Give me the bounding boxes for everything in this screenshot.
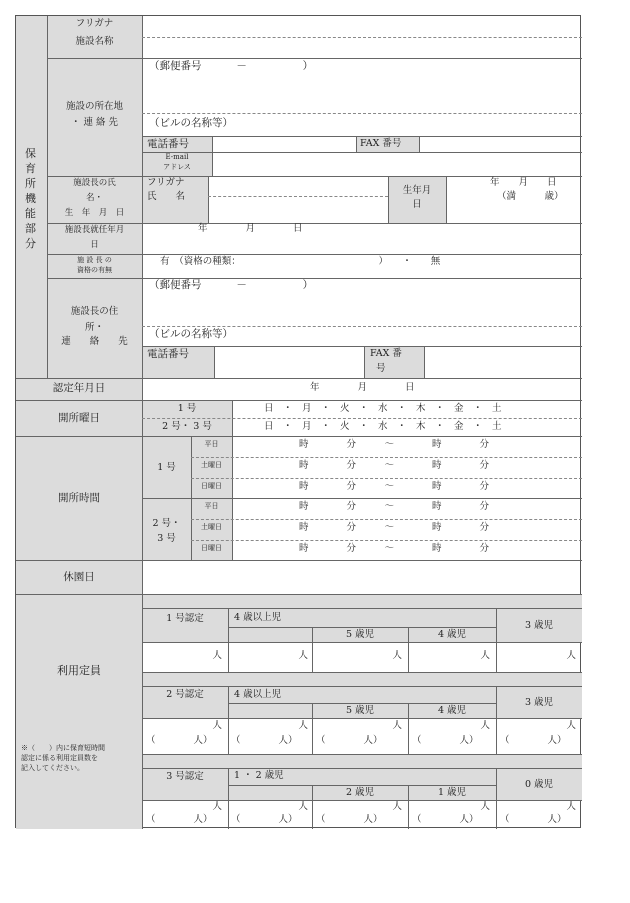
open-days-row-1: 日 ・ 月 ・ 火 ・ 水 ・ 木 ・ 金 ・ 土 [264,403,502,414]
open-hours-time: 時 分 ～ 時 分 [299,543,490,554]
cap1-sub1: 5 歳児 [345,629,375,640]
capacity-note-1: ※（ ）内に保育短時間 [21,744,105,752]
director-label-1: 施設長の氏 [73,178,116,188]
cap3-unit: 人 [298,801,308,812]
cap3-sub1: 2 歳児 [345,787,375,798]
director-postal: （郵便番号 － ） [149,279,314,291]
capacity-note-3: 記入してください。 [21,764,84,772]
cap2-right: 3 歳児 [524,697,554,708]
director-label-3: 生 年 月 日 [64,208,125,218]
open-hours-time: 時 分 ～ 時 分 [299,481,490,492]
cap2-unit: 人 [212,720,222,731]
director-fax-label-1: FAX 番 [370,348,402,359]
cap2-paren: （ 人） [146,735,213,746]
open-days-type-1: 1 号 [177,403,197,414]
holiday-field[interactable] [143,561,581,593]
director-fax-field[interactable] [425,347,581,377]
open-hours-time: 時 分 ～ 時 分 [299,522,490,533]
qualification-label-2: 資格の有無 [77,266,112,274]
cap3-sub2: 1 歳児 [437,787,467,798]
cap2-unit: 人 [480,720,490,731]
email-label-2: アドレス [163,163,191,171]
lower-label-column [16,378,142,798]
fax-label: FAX 番号 [360,138,402,149]
director-building: （ビルの名称等） [149,328,233,340]
appointment-date: 年 月 日 [198,223,303,234]
open-hours-daytype: 日曜日 [201,544,222,552]
cap2-group: 4 歳以上児 [234,689,282,700]
cap2-paren: （ 人） [231,735,298,746]
capacity-note-2: 認定に係る利用定員数を [21,754,98,762]
director-address-label-1: 施設長の住 [70,306,119,317]
certification-date-value: 年 月 日 [310,382,415,393]
facility-form [15,15,581,828]
birth-date: 年 月 日 [490,177,557,188]
phone-label: 電話番号 [147,138,189,150]
open-hours-daytype: 土曜日 [201,461,222,469]
open-hours-daytype: 平日 [204,440,219,448]
email-label-1: E-mail [165,153,189,161]
open-hours-group-1: 1 号 [157,462,176,473]
cap3-group: 1 ・ 2 歳児 [234,770,284,781]
appointment-label-2: 日 [90,240,99,250]
cap2-cert: 2 号認定 [166,689,204,700]
cap1-right: 3 歳児 [524,620,554,631]
open-hours-time: 時 分 ～ 時 分 [299,501,490,512]
cap2-paren: （ 人） [316,735,383,746]
cap1-cert: 1 号認定 [166,613,204,624]
cap2-sub2: 4 歳児 [437,705,467,716]
director-phone-label: 電話番号 [147,348,189,360]
director-phone-field[interactable] [215,347,363,377]
phone-field[interactable] [213,137,355,151]
cap3-unit: 人 [566,801,576,812]
building-name: （ビルの名称等） [149,117,233,129]
cap3-cert: 3 号認定 [166,771,204,782]
open-hours-time: 時 分 ～ 時 分 [299,460,490,471]
email-field[interactable] [213,153,581,175]
capacity-spacer-1 [142,594,582,608]
director-address-label-3: 連 絡 先 [61,336,128,347]
cap3-right: 0 歳児 [524,779,554,790]
cap3-unit: 人 [212,801,222,812]
qualification-label-1: 施 設 長 の [77,256,112,264]
cap3-paren: （ 人） [146,814,213,825]
cap3-paren: （ 人） [500,814,567,825]
facility-name-label: 施設名称 [75,36,114,47]
facility-name-furigana-label: フリガナ [75,18,114,29]
cap3-unit: 人 [392,801,402,812]
cap1-unit: 人 [212,650,222,661]
holiday-label: 休園日 [63,571,95,583]
director-name-label: 氏 名 [147,191,186,202]
open-hours-time: 時 分 ～ 時 分 [299,439,490,450]
birth-age: （満 歳） [497,191,564,202]
open-days-label: 開所曜日 [58,412,100,424]
cap2-unit: 人 [298,720,308,731]
open-hours-daytype: 土曜日 [201,523,222,531]
cap2-unit: 人 [566,720,576,731]
postal-code: （郵便番号 － ） [149,60,314,72]
birth-label-1: 生年月 [402,185,432,196]
cap2-paren: （ 人） [412,735,479,746]
capacity-label-tail [16,798,142,829]
director-address-label-2: 所・ [84,322,104,333]
appointment-label-1: 施設長就任年月 [64,225,125,235]
director-label-2: 名・ [85,193,103,203]
director-furigana: フリガナ [147,177,185,188]
open-hours-daytype: 日曜日 [201,482,222,490]
cap2-paren: （ 人） [500,735,567,746]
fax-field[interactable] [420,137,581,151]
open-days-row-2: 日 ・ 月 ・ 火 ・ 水 ・ 木 ・ 金 ・ 土 [264,421,502,432]
cap3-unit: 人 [480,801,490,812]
cap1-unit: 人 [480,650,490,661]
open-hours-label: 開所時間 [58,492,100,504]
cap1-sub2: 4 歳児 [437,629,467,640]
director-fax-label-2: 号 [376,363,386,374]
capacity-spacer-2 [142,672,582,686]
birth-label-2: 日 [412,199,422,210]
open-days-type-2: 2 号・ 3 号 [162,421,212,432]
cap1-unit: 人 [392,650,402,661]
director-name-field[interactable] [209,197,387,222]
address-label-1: 施設の所在地 [65,101,123,112]
open-hours-group-2b: 3 号 [157,533,176,544]
facility-name-field[interactable] [143,38,581,57]
cap3-paren: （ 人） [231,814,298,825]
open-hours-daytype: 平日 [204,502,219,510]
cap1-group: 4 歳以上児 [234,612,282,623]
capacity-label: 利用定員 [57,664,101,677]
open-hours-group-2a: 2 号・ [152,518,181,529]
cap2-unit: 人 [392,720,402,731]
section-label: 保育所機能部分 [25,147,36,250]
capacity-spacer-3 [142,754,582,768]
address-label-2: ・ 連 絡 先 [70,117,119,128]
qualification-value: 有 （資格の種類： ） ・ 無 [160,256,441,267]
cap3-paren: （ 人） [412,814,479,825]
cap1-unit: 人 [566,650,576,661]
certification-date-label: 認定年月日 [52,382,106,394]
cap1-unit: 人 [298,650,308,661]
cap3-paren: （ 人） [316,814,383,825]
cap2-sub1: 5 歳児 [345,705,375,716]
